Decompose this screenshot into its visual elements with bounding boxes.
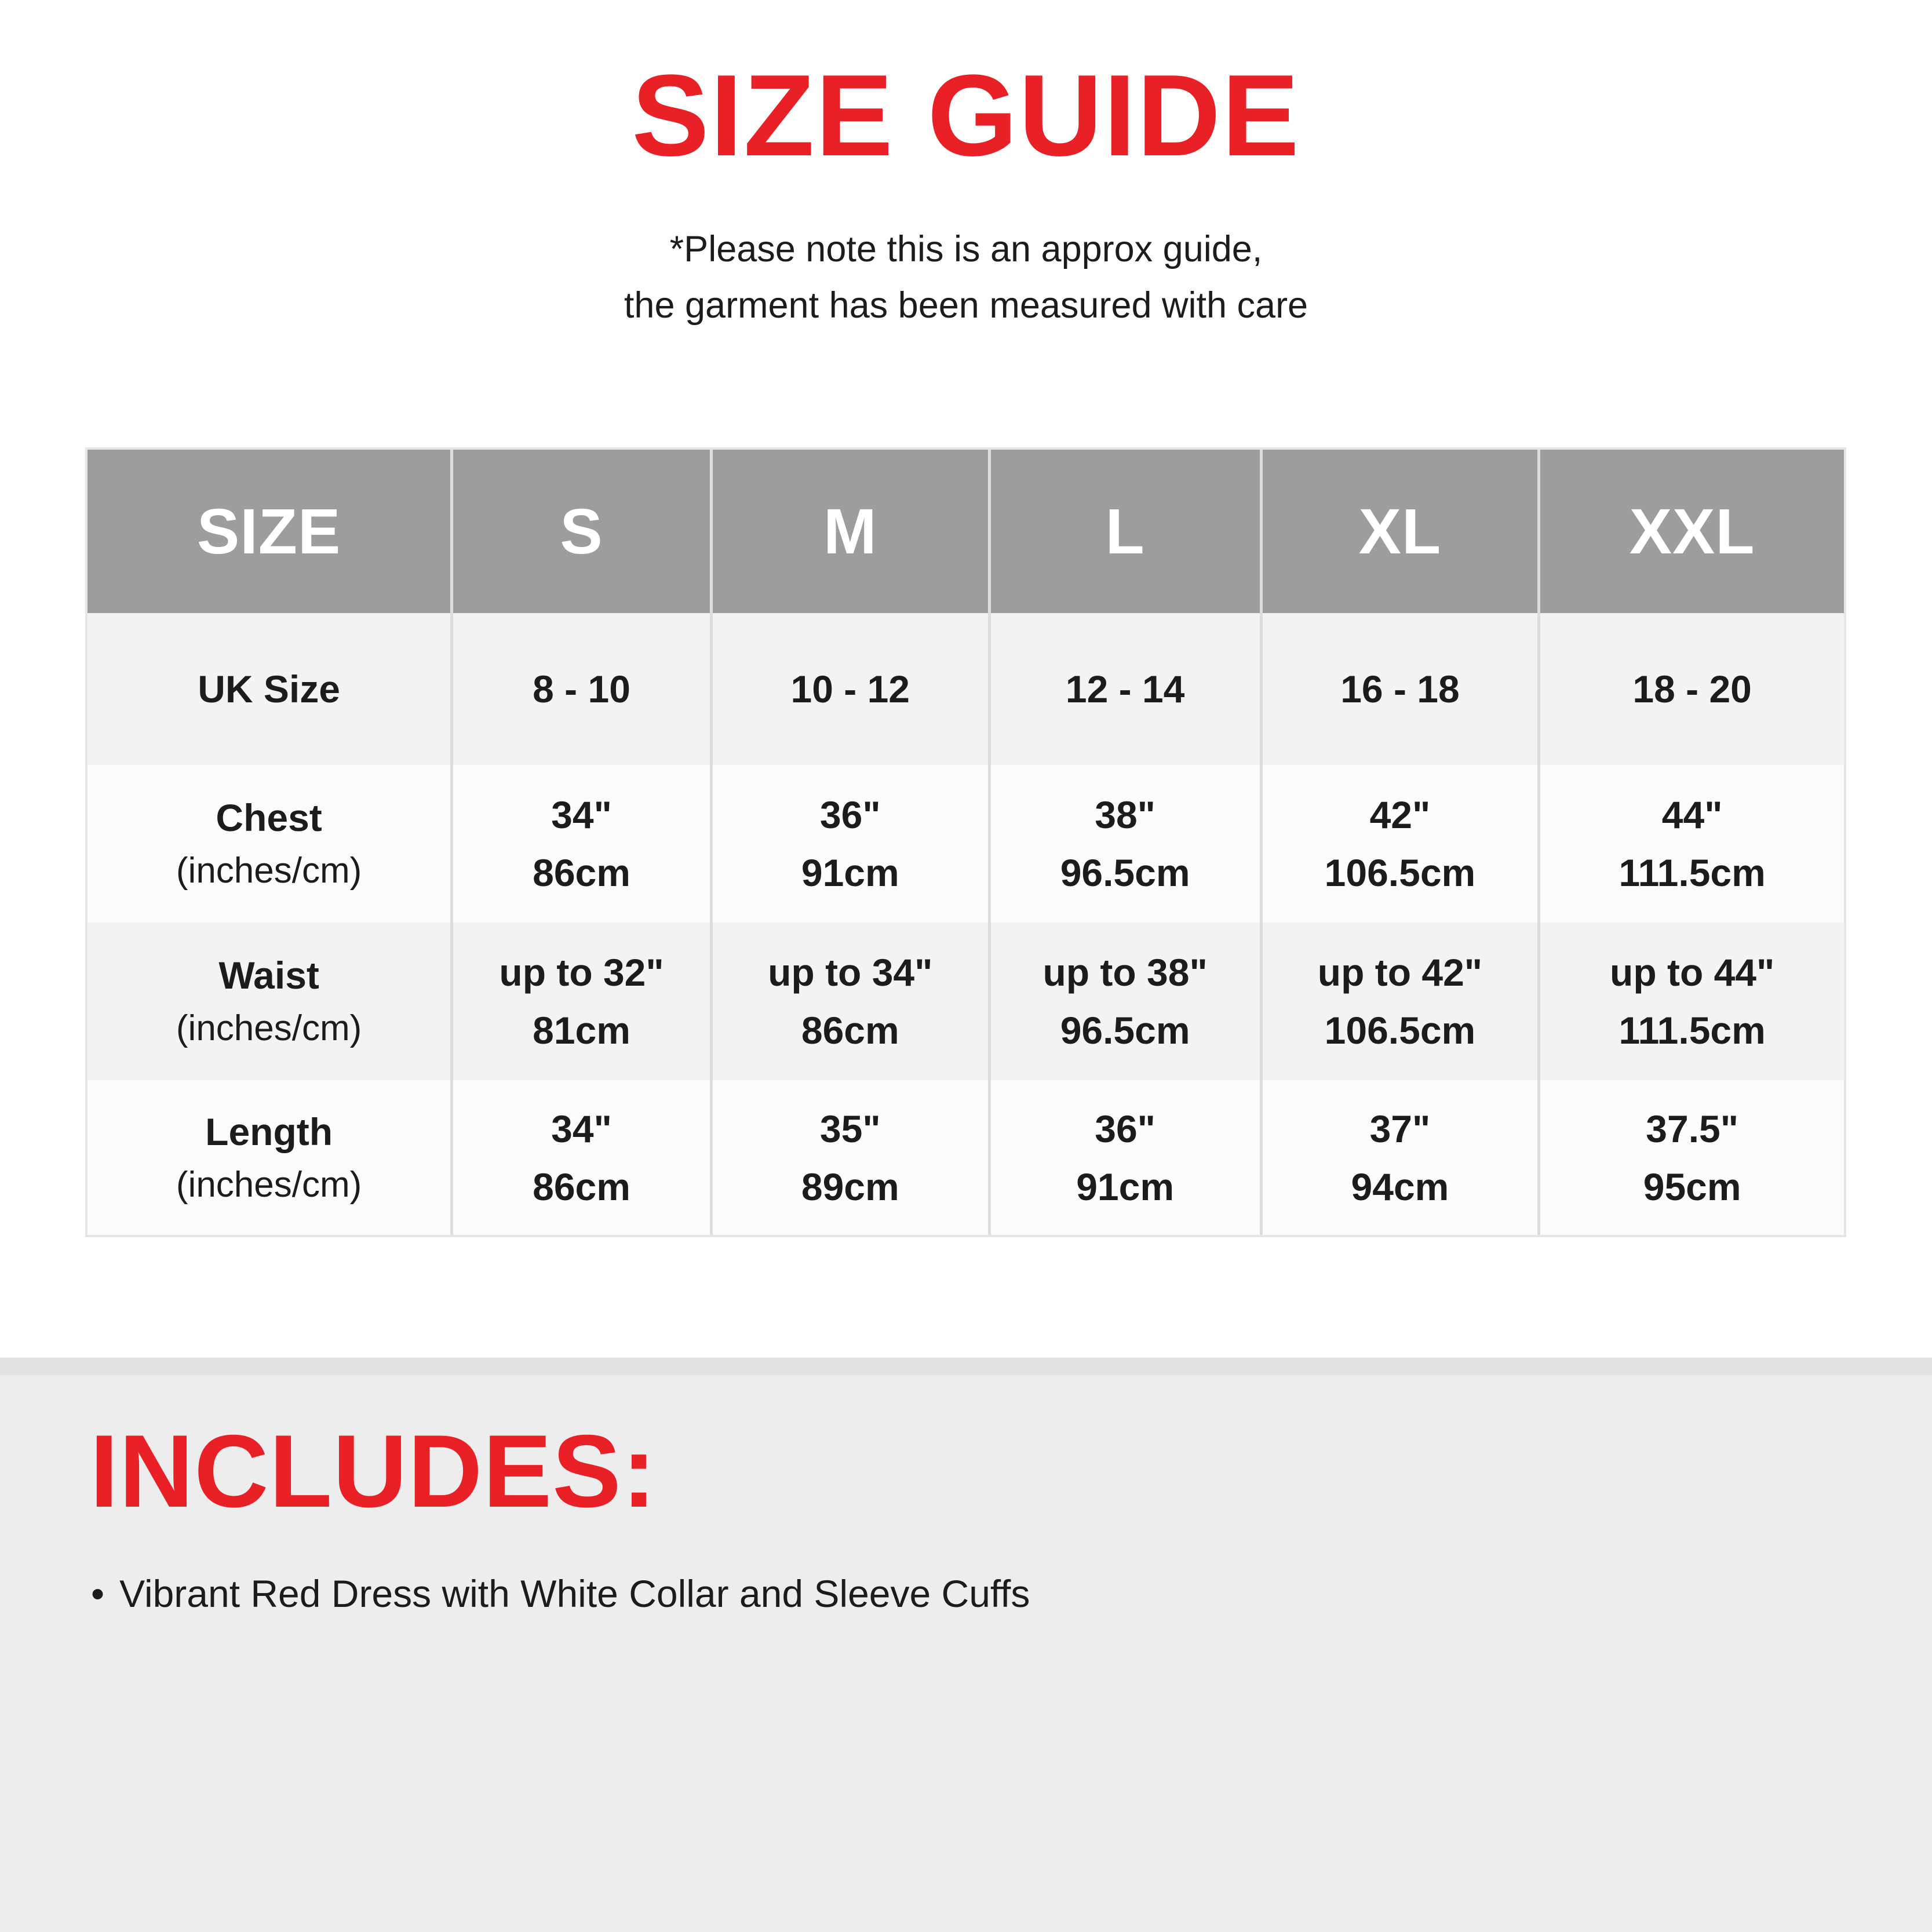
row-label: Chest <box>216 796 322 839</box>
cell-length-xl <box>1260 1080 1538 1235</box>
cell-line: 91cm <box>1076 1165 1175 1208</box>
cell-line: up to 34" <box>768 951 933 994</box>
includes-heading: INCLUDES: <box>90 1413 657 1529</box>
table-row-uk-size <box>88 613 1844 765</box>
column-header-s: S <box>450 450 710 613</box>
row-sublabel: (inches/cm) <box>176 1164 362 1205</box>
cell-line: up to 44" <box>1610 951 1775 994</box>
cell-line: 37" <box>1369 1107 1431 1150</box>
cell-line: 37.5" <box>1646 1107 1739 1150</box>
column-header-l: L <box>988 450 1260 613</box>
cell-uk-size-l <box>988 613 1260 765</box>
cell-line: 42" <box>1369 793 1431 836</box>
size-table-body <box>88 613 1844 1235</box>
cell-line: 95cm <box>1643 1165 1741 1208</box>
cell-waist-l <box>988 923 1260 1080</box>
cell-line: 91cm <box>801 851 899 894</box>
row-label: Waist <box>218 954 319 997</box>
cell-chest-s <box>450 765 710 923</box>
bullet-icon: • <box>91 1572 105 1615</box>
table-row-length <box>88 1080 1844 1235</box>
cell-uk-size-m <box>710 613 988 765</box>
table-row-chest <box>88 765 1844 923</box>
subtitle-line2: the garment has been measured with care <box>624 285 1308 326</box>
cell-line: 106.5cm <box>1324 851 1476 894</box>
cell-line: 12 - 14 <box>1065 668 1185 710</box>
cell-line: 86cm <box>533 851 630 894</box>
cell-line: 86cm <box>533 1165 630 1208</box>
row-label: UK Size <box>198 668 340 710</box>
cell-line: up to 42" <box>1317 951 1483 994</box>
cell-line: 86cm <box>801 1009 899 1052</box>
cell-line: 34" <box>551 1107 612 1150</box>
subtitle-line1: *Please note this is an approx guide, <box>669 229 1263 269</box>
size-table-header-row <box>88 450 1844 613</box>
cell-line: 94cm <box>1351 1165 1449 1208</box>
cell-line: 18 - 20 <box>1632 668 1752 710</box>
cell-length-s <box>450 1080 710 1235</box>
cell-line: 38" <box>1095 793 1155 836</box>
column-header-xl: XL <box>1260 450 1538 613</box>
table-row-waist <box>88 923 1844 1080</box>
cell-line: up to 32" <box>499 951 664 994</box>
row-header-cell-waist <box>88 923 450 1080</box>
row-sublabel: (inches/cm) <box>176 1008 362 1048</box>
cell-line: 106.5cm <box>1324 1009 1476 1052</box>
includes-item <box>91 1568 1030 1620</box>
cell-line: 96.5cm <box>1060 1009 1190 1052</box>
page-title: SIZE GUIDE <box>632 51 1300 180</box>
cell-line: up to 38" <box>1042 951 1208 994</box>
cell-line: 36" <box>1095 1107 1155 1150</box>
includes-section <box>0 1358 1932 1932</box>
cell-line: 35" <box>819 1107 881 1150</box>
cell-length-m <box>710 1080 988 1235</box>
row-header-cell-chest <box>88 765 450 923</box>
cell-length-xxl <box>1537 1080 1844 1235</box>
cell-uk-size-xl <box>1260 613 1538 765</box>
row-sublabel: (inches/cm) <box>176 851 362 891</box>
row-label: Length <box>205 1110 333 1153</box>
cell-waist-xxl <box>1537 923 1844 1080</box>
cell-line: 44" <box>1661 793 1723 836</box>
cell-length-l <box>988 1080 1260 1235</box>
cell-waist-m <box>710 923 988 1080</box>
cell-waist-xl <box>1260 923 1538 1080</box>
cell-line: 36" <box>819 793 881 836</box>
includes-item-text: Vibrant Red Dress with White Collar and Sleeve Cuffs <box>119 1572 1030 1615</box>
cell-uk-size-s <box>450 613 710 765</box>
cell-line: 89cm <box>801 1165 899 1208</box>
cell-line: 81cm <box>533 1009 630 1052</box>
cell-chest-xxl <box>1537 765 1844 923</box>
cell-chest-m <box>710 765 988 923</box>
cell-line: 10 - 12 <box>790 668 910 710</box>
cell-line: 96.5cm <box>1060 851 1190 894</box>
cell-line: 111.5cm <box>1618 851 1766 894</box>
cell-line: 16 - 18 <box>1340 668 1460 710</box>
column-header-m: M <box>710 450 988 613</box>
row-header-cell-uk-size <box>88 613 450 765</box>
cell-chest-xl <box>1260 765 1538 923</box>
cell-line: 8 - 10 <box>533 668 630 710</box>
page-subtitle <box>0 221 1932 334</box>
includes-list <box>91 1568 1030 1620</box>
cell-waist-s <box>450 923 710 1080</box>
row-header-cell-length <box>88 1080 450 1235</box>
column-header-xxl: XXL <box>1537 450 1844 613</box>
size-table <box>85 447 1846 1237</box>
column-header-size: SIZE <box>196 495 341 567</box>
cell-chest-l <box>988 765 1260 923</box>
cell-line: 111.5cm <box>1618 1009 1766 1052</box>
cell-line: 34" <box>551 793 612 836</box>
cell-uk-size-xxl <box>1537 613 1844 765</box>
